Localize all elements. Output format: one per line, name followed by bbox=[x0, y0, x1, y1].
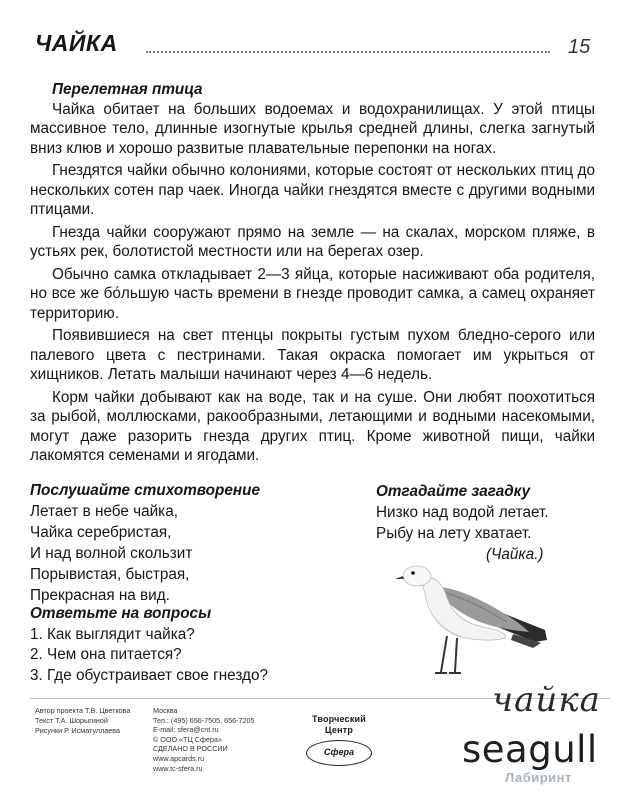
page-number: 15 bbox=[568, 36, 591, 58]
paragraph: Обычно самка откладывает 2—3 яйца, которые насиживают оба родителя, но все же бо́льшую часть времени в гнезде проводит самка, а самец охраняет территорию. bbox=[30, 265, 595, 322]
credit-line: Рисунки Р. Исматуллаева bbox=[35, 726, 121, 735]
credit-line: Текст Т.А. Шорыгиной bbox=[35, 716, 108, 725]
riddle-heading: Отгадайте загадку bbox=[376, 483, 531, 500]
publisher-name-line: Центр bbox=[324, 725, 354, 735]
poem-line: Чайка серебристая, bbox=[30, 524, 172, 541]
section-subheading: Перелетная птица bbox=[52, 81, 203, 98]
footer-contacts bbox=[153, 706, 254, 773]
publisher-logo-text: Сфера bbox=[324, 747, 354, 757]
seagull-illustration bbox=[395, 548, 555, 678]
title-leader-dots bbox=[146, 51, 550, 53]
sfera-logo-icon bbox=[306, 740, 372, 766]
poem-line: Летает в небе чайка, bbox=[30, 503, 178, 520]
contact-line: www.apcards.ru bbox=[153, 753, 205, 763]
contact-line: СДЕЛАНО В РОССИИ bbox=[153, 744, 228, 754]
paragraph: Чайка обитает на больших водоемах и водохранилищах. У этой птицы массивное тело, длинные изогнутые крылья средней длины, слегка загнутый вниз клюв и хорошо развитые плавательные перепонки на ногах. bbox=[30, 100, 595, 157]
contact-line: © ООО «ТЦ Сфера» bbox=[153, 734, 222, 744]
questions-heading: Ответьте на вопросы bbox=[30, 605, 212, 622]
credit-line: Автор проекта Т.В. Цветкова bbox=[35, 706, 131, 715]
questions-block bbox=[30, 604, 350, 686]
page-title: ЧАЙКА bbox=[35, 30, 118, 56]
poem-line: И над волной скользит bbox=[30, 545, 193, 562]
russian-word: чайка bbox=[492, 680, 601, 720]
question-item: 3. Где обустраивает свое гнездо? bbox=[30, 666, 268, 684]
english-word: seagull bbox=[462, 728, 598, 771]
poem-line: Прекрасная на вид. bbox=[30, 587, 170, 604]
footer-credits bbox=[35, 706, 130, 736]
contact-line: Тел.: (495) 656-7505, 656-7205 bbox=[153, 715, 255, 725]
paragraph: Гнезда чайки сооружают прямо на земле — на скалах, морском пляже, в устьях рек, болотистой местности или на берегах озер. bbox=[30, 223, 595, 260]
question-item: 2. Чем она питается? bbox=[30, 646, 182, 663]
paragraph: Появившиеся на свет птенцы покрыты густым пухом бледно-серого или палевого цвета с пестринами. Такая окраска помогает им укрыться от хищников. Летать малыши начинают через 4—6 недель. bbox=[30, 327, 595, 383]
paragraph: Гнездятся чайки обычно колониями, которые состоят от нескольких птиц до нескольких сотен пар чаек. Иногда чайки гнездятся вместе с другими водными птицами. bbox=[30, 162, 595, 218]
poem-line: Порывистая, быстрая, bbox=[30, 566, 190, 583]
paragraph: Корм чайки добывают как на воде, так и на суше. Они любят поохотиться за рыбой, моллюсками, ракообразными, летающими и водными насекомыми, могут даже разорить гнезда других птиц. Кроме животной пищи, чайки лакомятся семенами и ягодами. bbox=[30, 388, 595, 464]
contact-line: www.tc-sfera.ru bbox=[153, 763, 203, 773]
watermark: Лабиринт bbox=[505, 770, 572, 785]
question-item: 1. Как выглядит чайка? bbox=[30, 625, 195, 643]
riddle-answer: (Чайка.) bbox=[486, 546, 544, 563]
contact-line: E-mail: sfera@cnt.ru bbox=[153, 725, 219, 735]
publisher-name-line: Творческий bbox=[311, 714, 367, 724]
contact-line: Москва bbox=[153, 706, 178, 715]
poem-block bbox=[30, 480, 350, 606]
publisher-block bbox=[294, 714, 384, 766]
main-text bbox=[30, 80, 595, 469]
poem-heading: Послушайте стихотворение bbox=[30, 482, 260, 499]
riddle-line: Низко над водой летает. bbox=[376, 504, 549, 521]
riddle-line: Рыбу на лету хватает. bbox=[376, 525, 532, 542]
